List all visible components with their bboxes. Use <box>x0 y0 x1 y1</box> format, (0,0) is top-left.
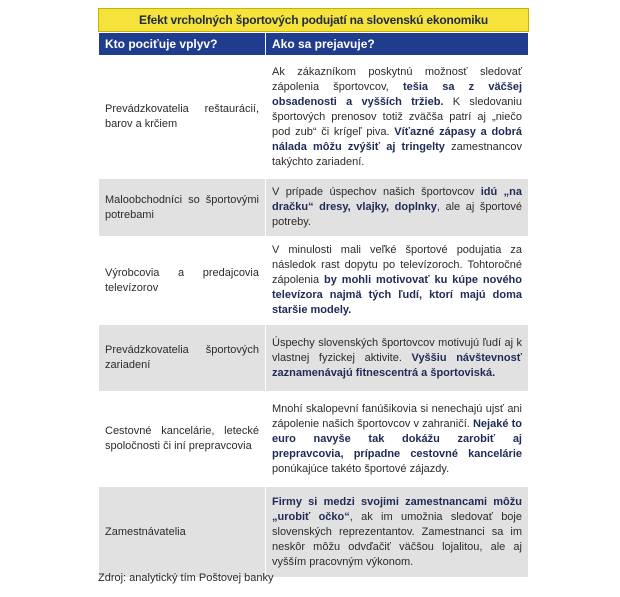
body-text: , ale aj športové potreby. <box>272 201 523 228</box>
emphasis-text: tešia sa z väčšej obsadenosti a vyšších tržieb. <box>272 80 522 108</box>
body-text: K sledovaniu športových prenosov totiž zväčša patrí aj „niečo pod zub“ či krígeľ piva. <box>272 95 522 138</box>
emphasis-text: idú „na dračku“ dresy, vlajky, doplnky <box>272 186 522 213</box>
body-text: V minulosti mali veľké športové podujatia za následok rast dopytu po televízoroch. Tohtoročné zápolenia <box>272 244 522 286</box>
body-text: zamestnancov takýchto zariadení. <box>272 140 522 168</box>
body-text: V prípade úspechov našich športovcov <box>272 186 481 198</box>
table-row <box>99 392 529 487</box>
header-who: Kto pociťuje vplyv? <box>99 33 266 56</box>
body-text: , ak im umožnia sledovať boje slovenských reprezentantov. Zamestnanci sa im neskôr môžu odvďačiť väčšou lojalitou, ale aj vyšším pracovným výkonom. <box>272 510 522 568</box>
row-who: Maloobchodníci so športovými potrebami <box>99 179 266 237</box>
row-how <box>266 487 529 578</box>
row-how <box>266 179 529 237</box>
row-who: Výrobcovia a predajcovia televízorov <box>99 237 266 325</box>
row-who: Prevádzkovatelia športových zariadení <box>99 325 266 392</box>
body-text: Ak zákazníkom poskytnú možnosť sledovať zápolenia športovcov, <box>272 65 522 93</box>
table-title: Efekt vrcholných športových podujatí na slovenskú ekonomiku <box>98 8 529 32</box>
body-text: Úspechy slovenských športovcov motivujú ľudí aj k vlastnej fyzickej aktivite. <box>272 336 522 364</box>
table-row <box>99 237 529 325</box>
row-who: Zamestnávatelia <box>99 487 266 578</box>
emphasis-text: Nejaké to euro navyše tak dokážu zarobiť aj prepravcovia, prípadne cestovné kancelárie <box>272 417 522 460</box>
source-note: Zdroj: analytický tím Poštovej banky <box>98 572 274 584</box>
header-how: Ako sa prejavuje? <box>266 33 529 56</box>
impact-table <box>98 32 529 578</box>
body-text: Mnohí skalopevní fanúšikovia si nenechajú ujsť ani zápolenie našich športovcov v zahraničí. <box>272 402 522 430</box>
row-how <box>266 325 529 392</box>
emphasis-text: by mohli motivovať ku kúpe nového televízora najmä tých ľudí, ktorí majú doma staršie modely. <box>272 274 522 316</box>
row-how <box>266 392 529 487</box>
table-row <box>99 487 529 578</box>
row-how <box>266 56 529 179</box>
table-container <box>98 8 529 578</box>
body-text: ponúkajúce takéto športové zájazdy. <box>272 462 450 475</box>
table-row <box>99 179 529 237</box>
emphasis-text: Firmy si medzi svojimi zamestnancami môžu „urobiť očko“ <box>272 495 522 523</box>
emphasis-text: Vyššiu návštevnosť zaznamenávajú fitnescentrá a športoviská. <box>272 351 522 379</box>
emphasis-text: Víťazné zápasy a dobrá nálada môžu zvýšiť aj tringelty <box>272 125 522 153</box>
row-who: Cestovné kancelárie, letecké spoločnosti či iní prepravcovia <box>99 392 266 487</box>
table-row <box>99 56 529 179</box>
table-row <box>99 325 529 392</box>
row-who: Prevádzkovatelia reštaurácií, barov a krčiem <box>99 56 266 179</box>
row-how <box>266 237 529 325</box>
header-row <box>99 33 529 56</box>
